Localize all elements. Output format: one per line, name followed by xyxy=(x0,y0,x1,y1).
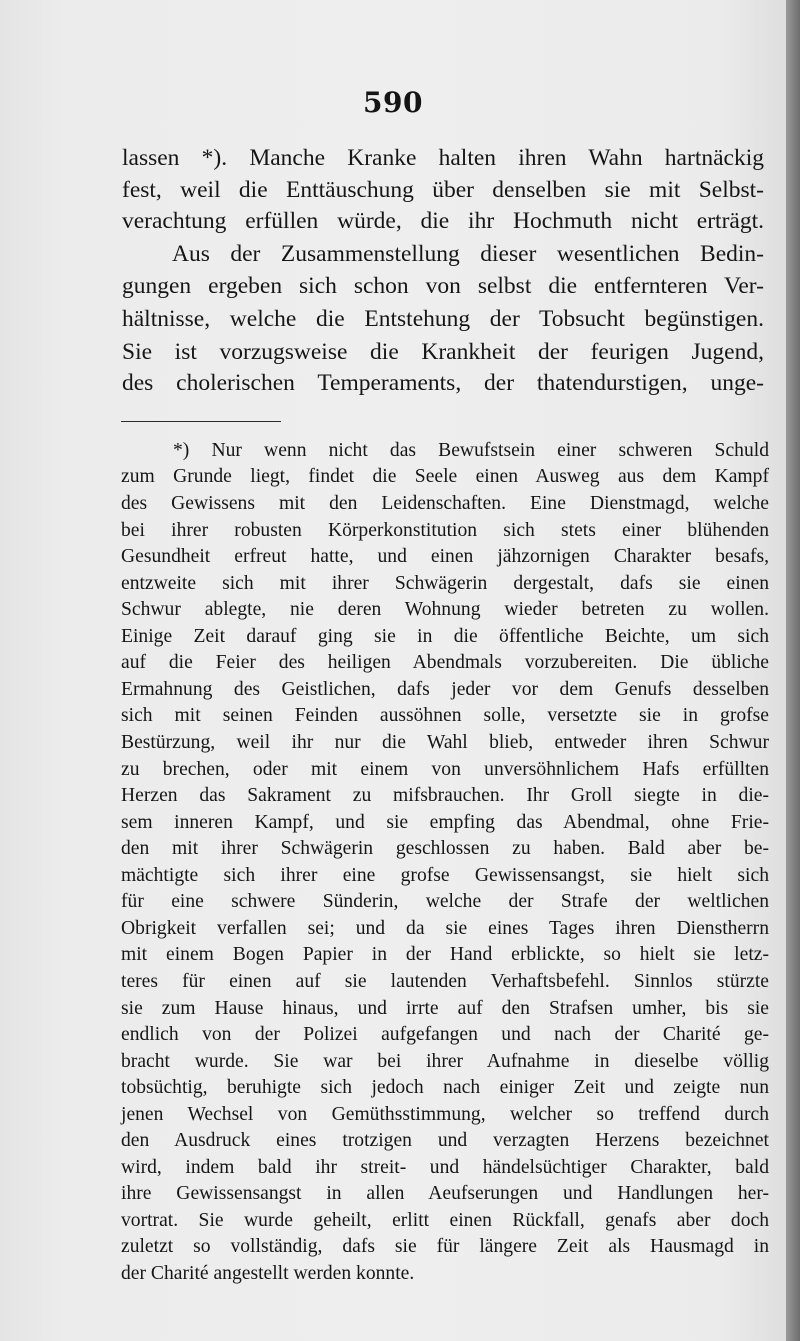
body-line: lassen *). Manche Kranke halten ihren Wahn hartnäckig xyxy=(122,145,764,171)
footnote-line: Einige Zeit darauf ging sie in die öffentliche Beichte, um sich xyxy=(121,626,769,647)
footnote-line: bei ihrer robusten Körperkonstitution sich stets einer blühenden xyxy=(121,520,769,541)
footnote-line: ihre Gewissensangst in allen Aeufserungen und Handlungen her- xyxy=(121,1183,769,1204)
footnote-line: auf die Feier des heiligen Abendmals vorzubereiten. Die übliche xyxy=(121,652,769,673)
footnote-line: bracht wurde. Sie war bei ihrer Aufnahme in dieselbe völlig xyxy=(121,1051,769,1072)
footnote-line: sich mit seinen Feinden aussöhnen solle, versetzte sie in grofse xyxy=(121,705,769,726)
footnote-line: *) Nur wenn nicht das Bewufstsein einer schweren Schuld xyxy=(173,440,769,461)
footnote-line: für eine schwere Sünderin, welche der Strafe der weltlichen xyxy=(121,891,769,912)
footnote-separator xyxy=(121,421,281,422)
footnote-line: den mit ihrer Schwägerin geschlossen zu haben. Bald aber be- xyxy=(121,838,769,859)
footnote-line: Schwur ablegte, nie deren Wohnung wieder betreten zu wollen. xyxy=(121,599,769,620)
body-line: hältnisse, welche die Entstehung der Tobsucht begünstigen. xyxy=(122,306,764,332)
body-line: gungen ergeben sich schon von selbst die entfernteren Ver- xyxy=(122,273,764,299)
footnote-line: sem inneren Kampf, und sie empfing das Abendmal, ohne Frie- xyxy=(121,812,769,833)
footnote-line: wird, indem bald ihr streit- und händelsüchtiger Charakter, bald xyxy=(121,1157,769,1178)
body-line: Aus der Zusammenstellung dieser wesentlichen Bedin- xyxy=(172,241,764,267)
body-line: fest, weil die Enttäuschung über denselben sie mit Selbst- xyxy=(122,177,764,203)
footnote-line: zum Grunde liegt, findet die Seele einen Ausweg aus dem Kampf xyxy=(121,466,769,487)
footnote-line: zu brechen, oder mit einem von unversöhnlichem Hafs erfüllten xyxy=(121,759,769,780)
footnote-line: Gesundheit erfreut hatte, und einen jähzornigen Charakter besafs, xyxy=(121,546,769,567)
footnote-line: mit einem Bogen Papier in der Hand erblickte, so hielt sie letz- xyxy=(121,944,769,965)
footnote-line: des Gewissens mit den Leidenschaften. Eine Dienstmagd, welche xyxy=(121,493,769,514)
footnote-line: zuletzt so vollständig, dafs sie für längere Zeit als Hausmagd in xyxy=(121,1236,769,1257)
footnote-line: jenen Wechsel von Gemüthsstimmung, welcher so treffend durch xyxy=(121,1104,769,1125)
footnote-line: Bestürzung, weil ihr nur die Wahl blieb, entweder ihren Schwur xyxy=(121,732,769,753)
page-edge xyxy=(786,0,800,1341)
footnote-line: endlich von der Polizei aufgefangen und nach der Charité ge- xyxy=(121,1024,769,1045)
footnote-line: Herzen das Sakrament zu mifsbrauchen. Ihr Groll siegte in die- xyxy=(121,785,769,806)
footnote-line: Ermahnung des Geistlichen, dafs jeder vor dem Genufs desselben xyxy=(121,679,769,700)
footnote-line: den Ausdruck eines trotzigen und verzagten Herzens bezeichnet xyxy=(121,1130,769,1151)
footnote-line: tobsüchtig, beruhigte sich jedoch nach einiger Zeit und zeigte nun xyxy=(121,1077,769,1098)
body-line: Sie ist vorzugsweise die Krankheit der feurigen Jugend, xyxy=(122,339,764,365)
page-number: 590 xyxy=(363,86,423,119)
footnote-line: sie zum Hause hinaus, und irrte auf den Strafsen umher, bis sie xyxy=(121,998,769,1019)
footnote-line: mächtigte sich ihrer eine grofse Gewissensangst, sie hielt sich xyxy=(121,865,769,886)
footnote-line: entzweite sich mit ihrer Schwägerin dergestalt, dafs sie einen xyxy=(121,573,769,594)
footnote-line: vortrat. Sie wurde geheilt, erlitt einen Rückfall, genafs aber doch xyxy=(121,1210,769,1231)
footnote-line: der Charité angestellt werden konnte. xyxy=(121,1263,415,1284)
body-line: verachtung erfüllen würde, die ihr Hochmuth nicht erträgt. xyxy=(122,208,764,234)
body-line: des cholerischen Temperaments, der thatendurstigen, unge- xyxy=(122,370,764,396)
footnote-line: Obrigkeit verfallen sei; und da sie eines Tages ihren Dienstherrn xyxy=(121,918,769,939)
footnote-line: teres für einen auf sie lautenden Verhaftsbefehl. Sinnlos stürzte xyxy=(121,971,769,992)
